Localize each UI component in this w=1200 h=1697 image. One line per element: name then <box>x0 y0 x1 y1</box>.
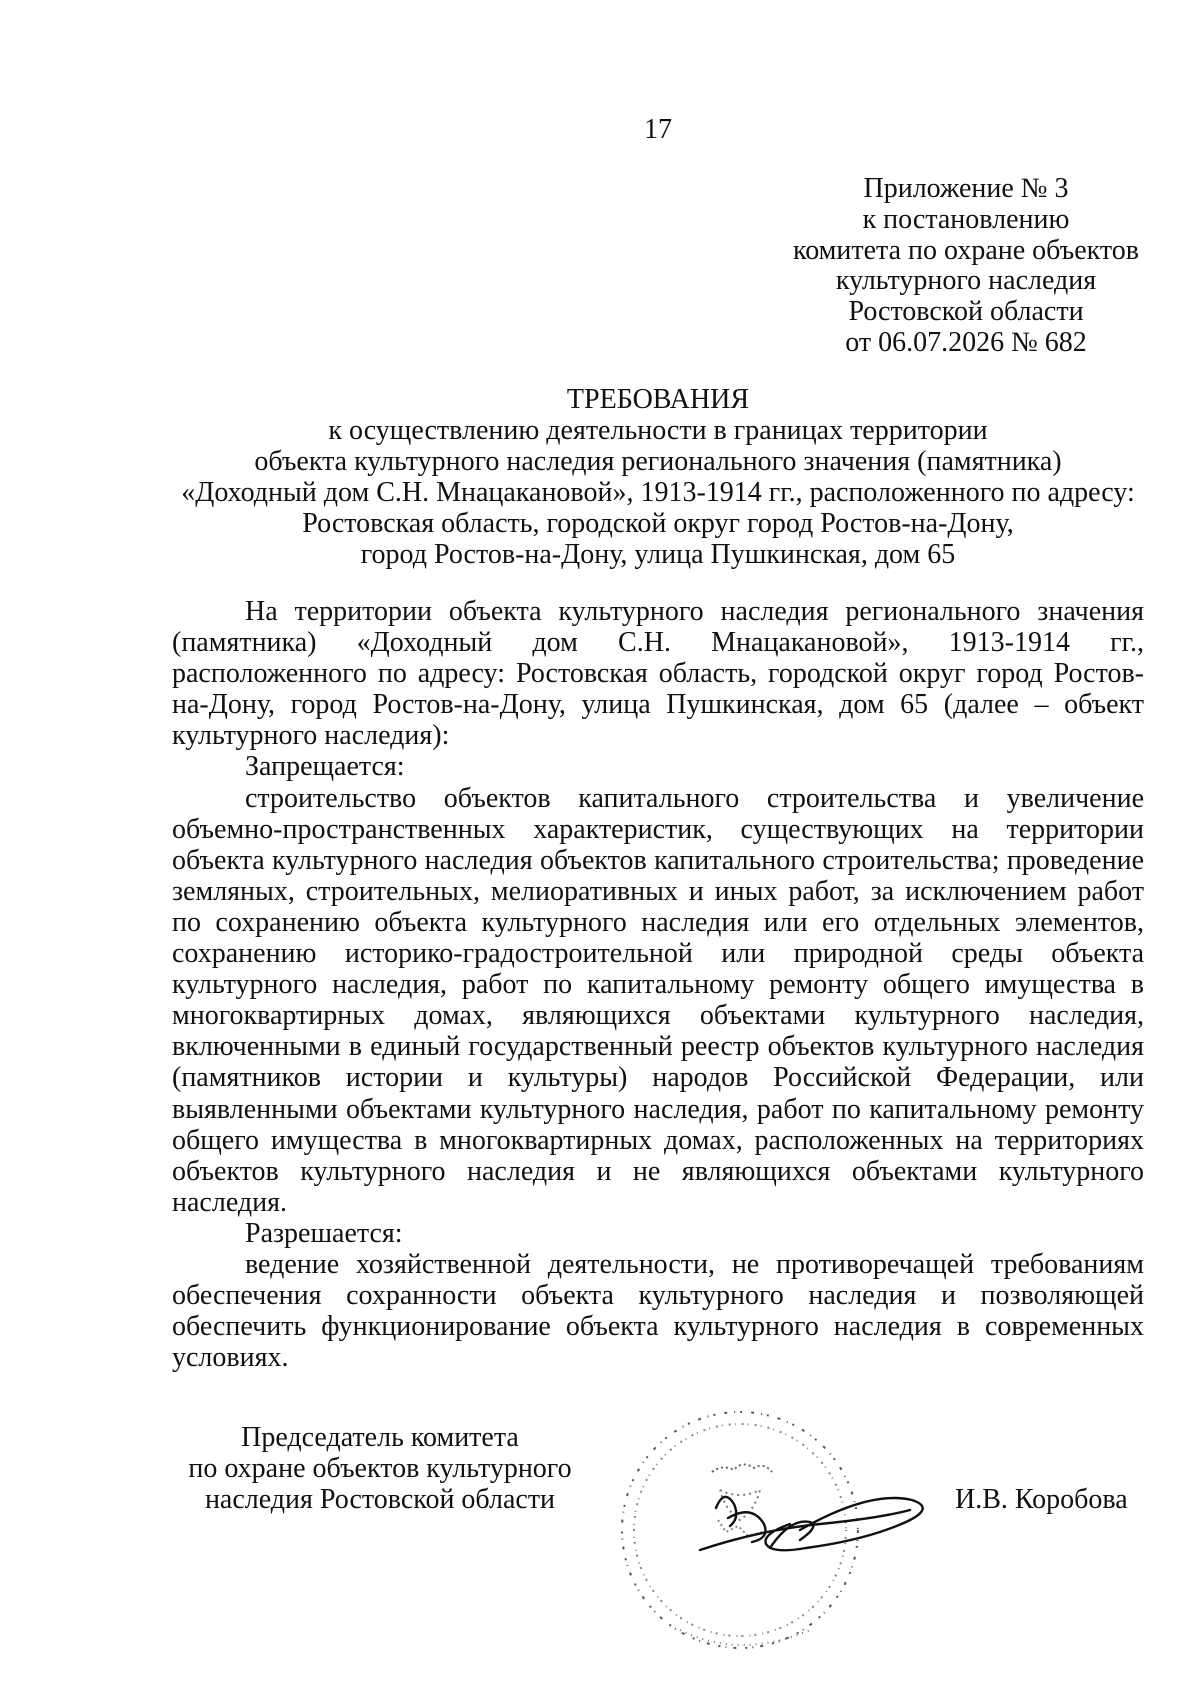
annex-line: от 06.07.2026 № 682 <box>845 326 1087 358</box>
prohibited-paragraph: строительство объектов капитального строительства и увеличение объемно-пространственных характеристик, существующих на территории объекта культурного наследия объектов капитального строительства; проведение земляных, строительных, мелиоративных и иных работ, за исключением работ по сохранению объекта культурного наследия или его отдельных элементов, сохранению историко-градостроительной или природной среды объекта культурного наследия, работ по капитальному ремонту общего имущества в многоквартирных домах, являющихся объектами культурного наследия, включенными в единый государственный реестр объектов культурного наследия (памятников истории и культуры) народов Российской Федерации, или выявленными объектами культурного наследия, работ по капитальному ремонту общего имущества в многоквартирных домах, расположенных на территориях объектов культурного наследия и не являющихся объектами культурного наследия. <box>172 782 1144 1218</box>
annex-line: Приложение № 3 <box>863 173 1069 204</box>
position-line: по охране объектов культурного <box>188 1453 572 1484</box>
position-line: наследия Ростовской области <box>204 1484 556 1515</box>
permitted-label: Разрешается: <box>245 1217 403 1249</box>
annex-line: культурного наследия <box>835 265 1097 297</box>
handwritten-signature <box>700 1497 923 1550</box>
title-line: объекта культурного наследия регионального значения (памятника) <box>254 446 1062 477</box>
position-line: Председатель комитета <box>241 1422 519 1453</box>
title-line: Ростовская область, городской округ город Ростов-на-Дону, <box>302 508 1014 539</box>
signer-name: И.В. Коробова <box>955 1484 1128 1515</box>
annex-header <box>730 174 1200 359</box>
annex-line: к постановлению <box>862 203 1070 235</box>
signatory-position <box>160 1422 600 1515</box>
prohibited-label: Запрещается: <box>245 751 405 783</box>
intro-paragraph: На территории объекта культурного наследия регионального значения (памятника) «Доходный дом С.Н. Мнацакановой», 1913-1914 гг., расположенного по адресу: Ростовская область, городской округ город Ростов-на-Дону, город Ростов-на-Дону, улица Пушкинская, дом 65 (далее – объект культурного наследия): <box>172 596 1144 752</box>
official-stamp <box>620 1380 960 1680</box>
page-number: 17 <box>644 114 672 145</box>
permitted-paragraph: ведение хозяйственной деятельности, не противоречащей требованиям обеспечения сохранности объекта культурного наследия и позволяющей обеспечить функционирование объекта культурного наследия в современных условиях. <box>172 1248 1144 1374</box>
annex-line: комитета по охране объектов <box>793 234 1139 266</box>
title-line: город Ростов-на-Дону, улица Пушкинская, дом 65 <box>360 539 956 570</box>
title-heading: ТРЕБОВАНИЯ <box>566 384 750 415</box>
annex-line: Ростовской области <box>848 296 1084 328</box>
stamp-seal <box>622 1412 858 1648</box>
title-line: к осуществлению деятельности в границах территории <box>328 415 988 446</box>
document-body <box>172 596 1144 1373</box>
title-line: «Доходный дом С.Н. Мнацакановой», 1913-1914 гг., расположенного по адресу: <box>181 477 1135 508</box>
document-title <box>150 384 1166 570</box>
